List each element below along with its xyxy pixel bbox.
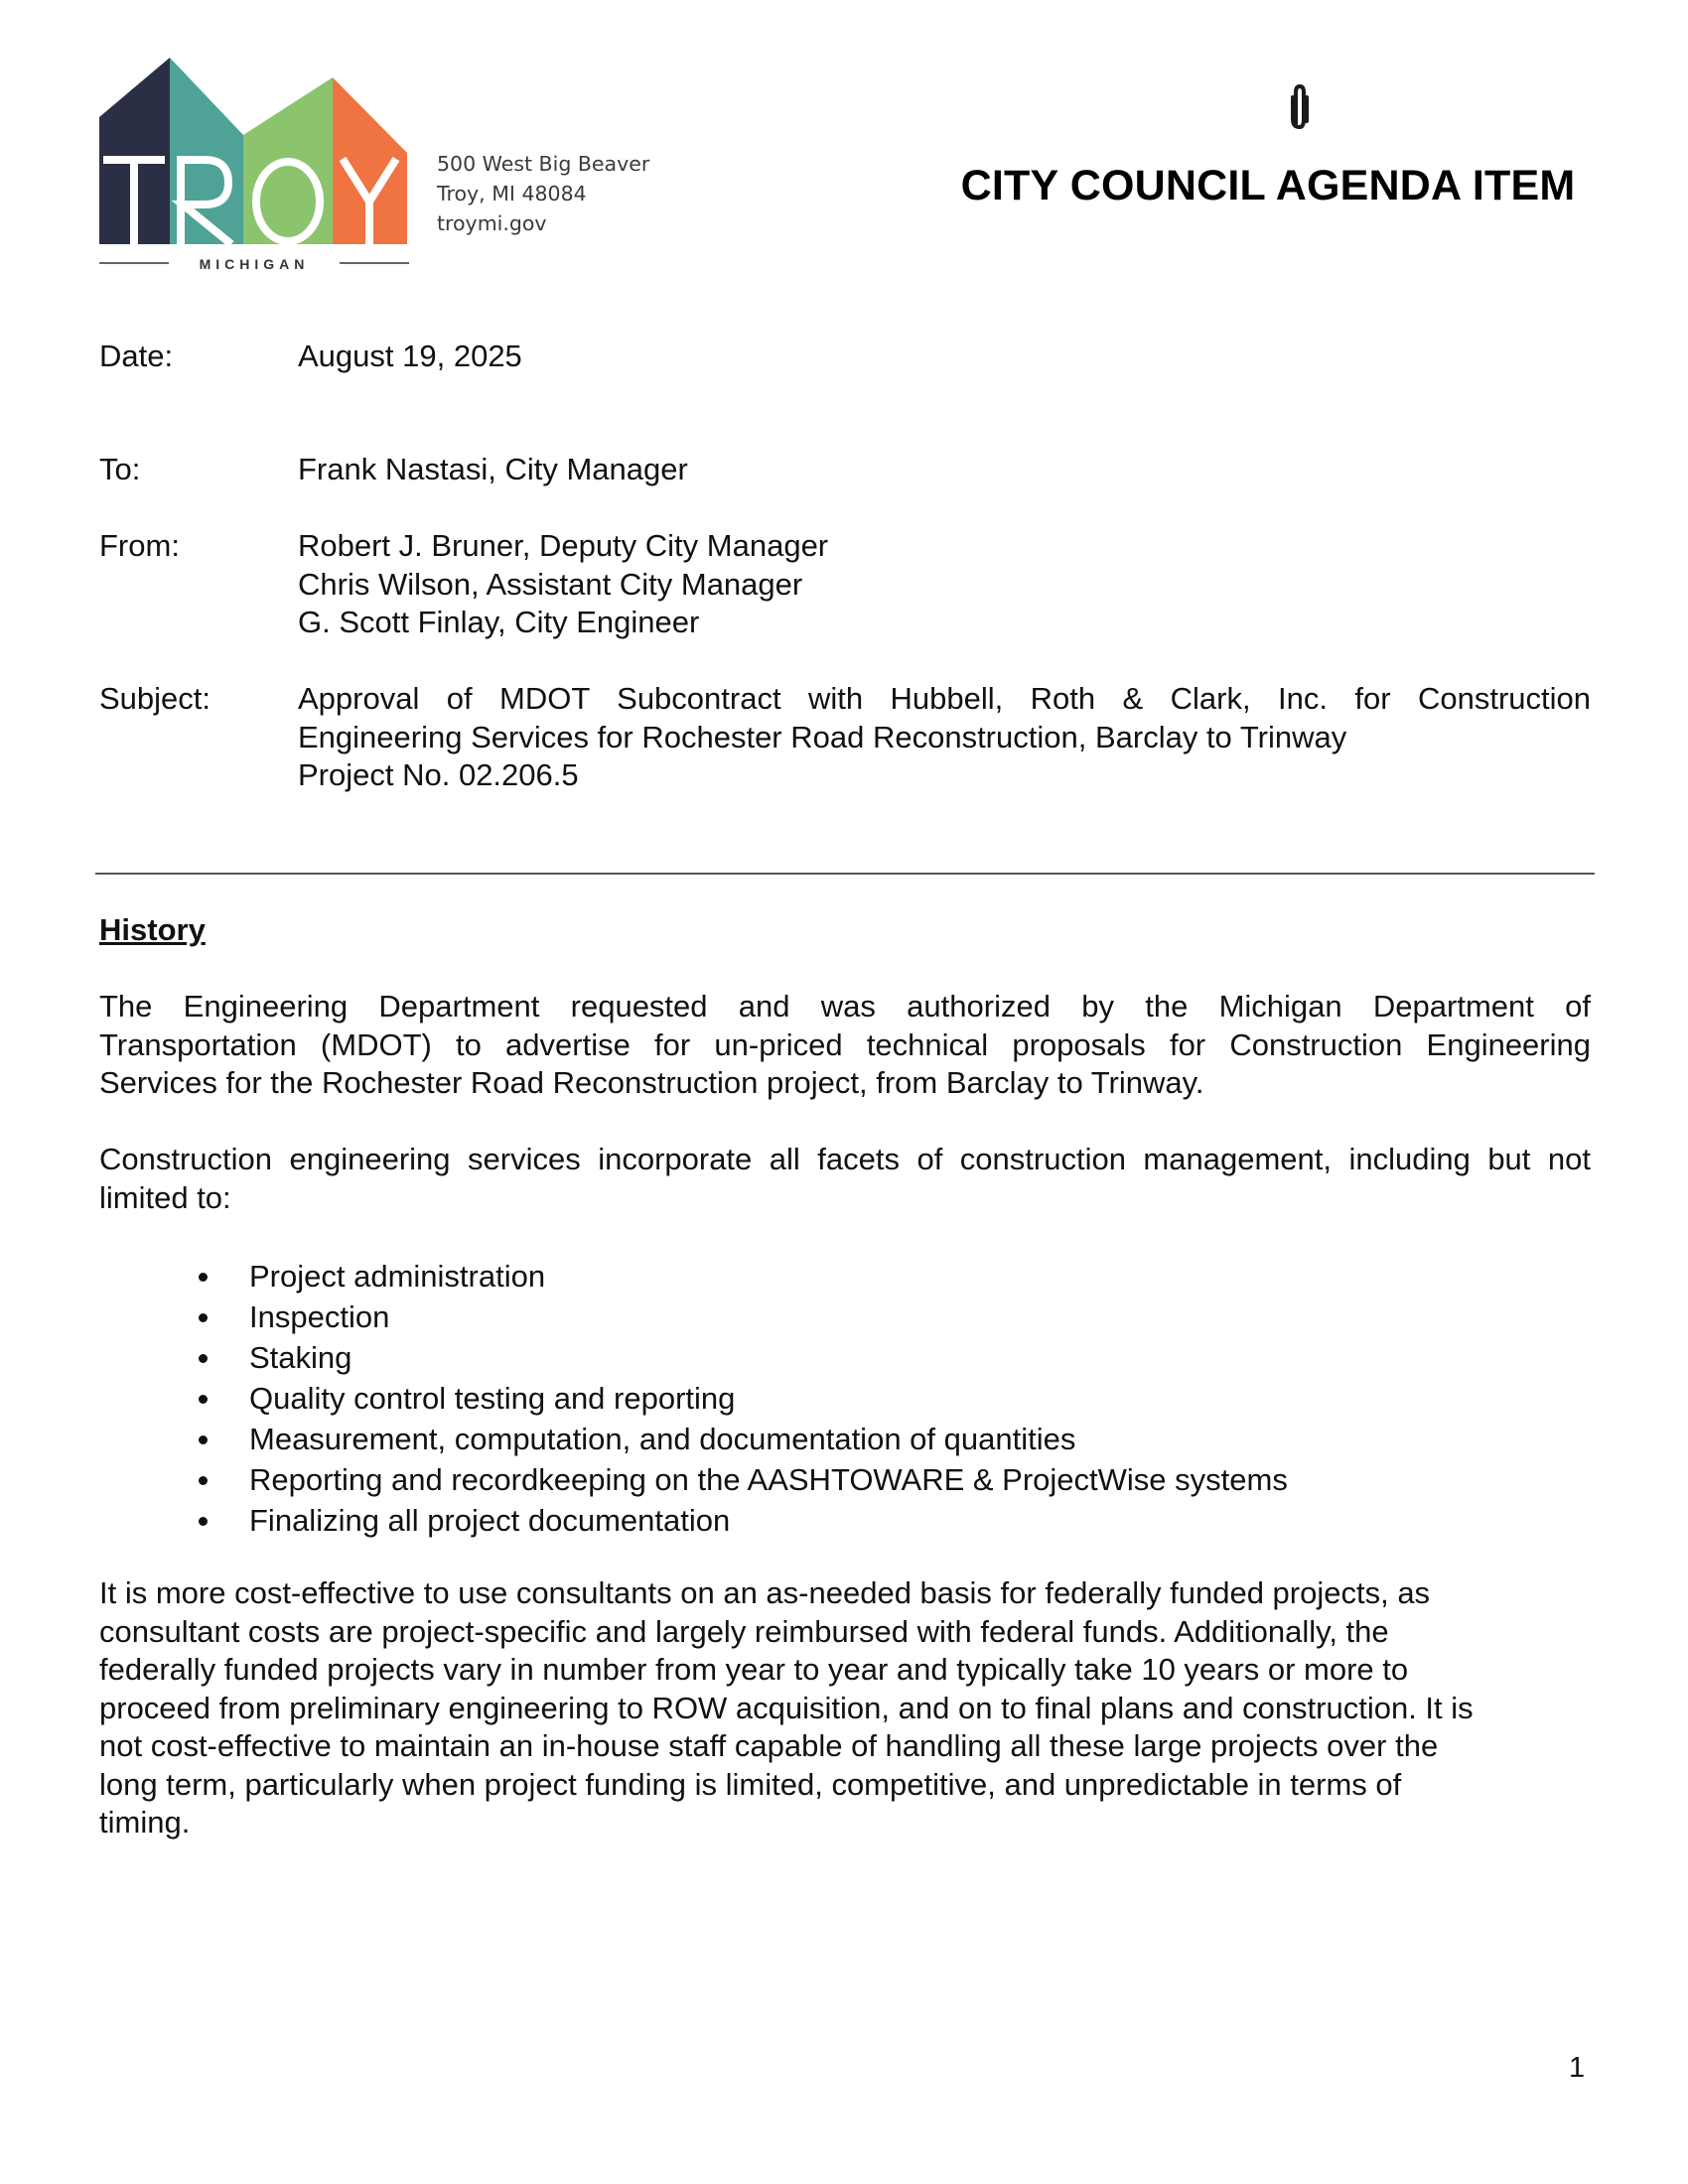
list-item: Staking (199, 1337, 1288, 1378)
list-item: Inspection (199, 1297, 1288, 1337)
to-value: Frank Nastasi, City Manager (298, 452, 688, 486)
date-label: Date: (99, 339, 174, 373)
paperclip-icon (1289, 83, 1311, 131)
paragraph-line: proceed from preliminary engineering to ROW acquisition, and on to final plans and construction. It is (99, 1690, 1474, 1725)
bullet-icon (199, 1395, 208, 1404)
logo-state-text: MICHIGAN (199, 256, 310, 272)
history-paragraph-3 (99, 1574, 1591, 1843)
from-value (298, 527, 828, 642)
paragraph-line: long term, particularly when project funding is limited, competitive, and unpredictable in terms of (99, 1766, 1402, 1802)
paragraph-line: Transportation (MDOT) to advertise for un-priced technical proposals for Construction Engineering (99, 1026, 1591, 1062)
subject-line: Engineering Services for Rochester Road Reconstruction, Barclay to Trinway (298, 719, 1347, 754)
history-paragraph-2 (99, 1141, 1591, 1217)
list-item: Finalizing all project documentation (199, 1500, 1288, 1541)
address-street: 500 West Big Beaver (437, 152, 650, 176)
website-link[interactable]: troymi.gov (437, 211, 547, 235)
list-item: Project administration (199, 1256, 1288, 1297)
paragraph-line: timing. (99, 1805, 191, 1840)
subject-line: Project No. 02.206.5 (298, 757, 579, 792)
paragraph-line: federally funded projects vary in number from year to year and typically take 10 years or more to (99, 1652, 1409, 1687)
bullet-icon (199, 1476, 208, 1485)
troy-michigan-logo (99, 58, 409, 274)
paragraph-line: It is more cost-effective to use consultants on an as-needed basis for federally funded projects, as (99, 1575, 1431, 1610)
to-label: To: (99, 452, 141, 486)
page-number: 1 (1569, 2052, 1586, 2084)
history-heading: History (99, 912, 206, 947)
subject-line: Approval of MDOT Subcontract with Hubbell, Roth & Clark, Inc. for Construction (298, 681, 1591, 716)
history-paragraph-1 (99, 988, 1591, 1103)
date-value: August 19, 2025 (298, 339, 522, 373)
from-label: From: (99, 528, 180, 563)
section-divider (95, 873, 1595, 875)
bullet-icon (199, 1517, 208, 1526)
list-item: Quality control testing and reporting (199, 1378, 1288, 1419)
subject-value (298, 680, 1591, 795)
from-line: Robert J. Bruner, Deputy City Manager (298, 528, 829, 563)
paragraph-line: consultant costs are project-specific and largely reimbursed with federal funds. Additionally, the (99, 1613, 1389, 1649)
paragraph-line: The Engineering Department requested and was authorized by the Michigan Department of (99, 989, 1591, 1024)
bullet-icon (199, 1354, 208, 1363)
subject-label: Subject: (99, 681, 211, 716)
city-address (437, 149, 649, 238)
paragraph-line: Construction engineering services incorporate all facets of construction management, including but not (99, 1142, 1591, 1176)
bullet-icon (199, 1313, 208, 1322)
services-list (199, 1256, 1288, 1541)
paragraph-line: not cost-effective to maintain an in-house staff capable of handling all these large projects over the (99, 1728, 1439, 1763)
paragraph-line: Services for the Rochester Road Reconstruction project, from Barclay to Trinway. (99, 1065, 1204, 1100)
paragraph-line: limited to: (99, 1179, 231, 1215)
list-item: Measurement, computation, and documentation of quantities (199, 1419, 1288, 1459)
bullet-icon (199, 1435, 208, 1444)
list-item: Reporting and recordkeeping on the AASHTOWARE & ProjectWise systems (199, 1459, 1288, 1500)
from-line: Chris Wilson, Assistant City Manager (298, 566, 803, 602)
agenda-title: CITY COUNCIL AGENDA ITEM (960, 162, 1576, 209)
address-city: Troy, MI 48084 (437, 182, 587, 205)
from-line: G. Scott Finlay, City Engineer (298, 605, 700, 639)
bullet-icon (199, 1273, 208, 1282)
